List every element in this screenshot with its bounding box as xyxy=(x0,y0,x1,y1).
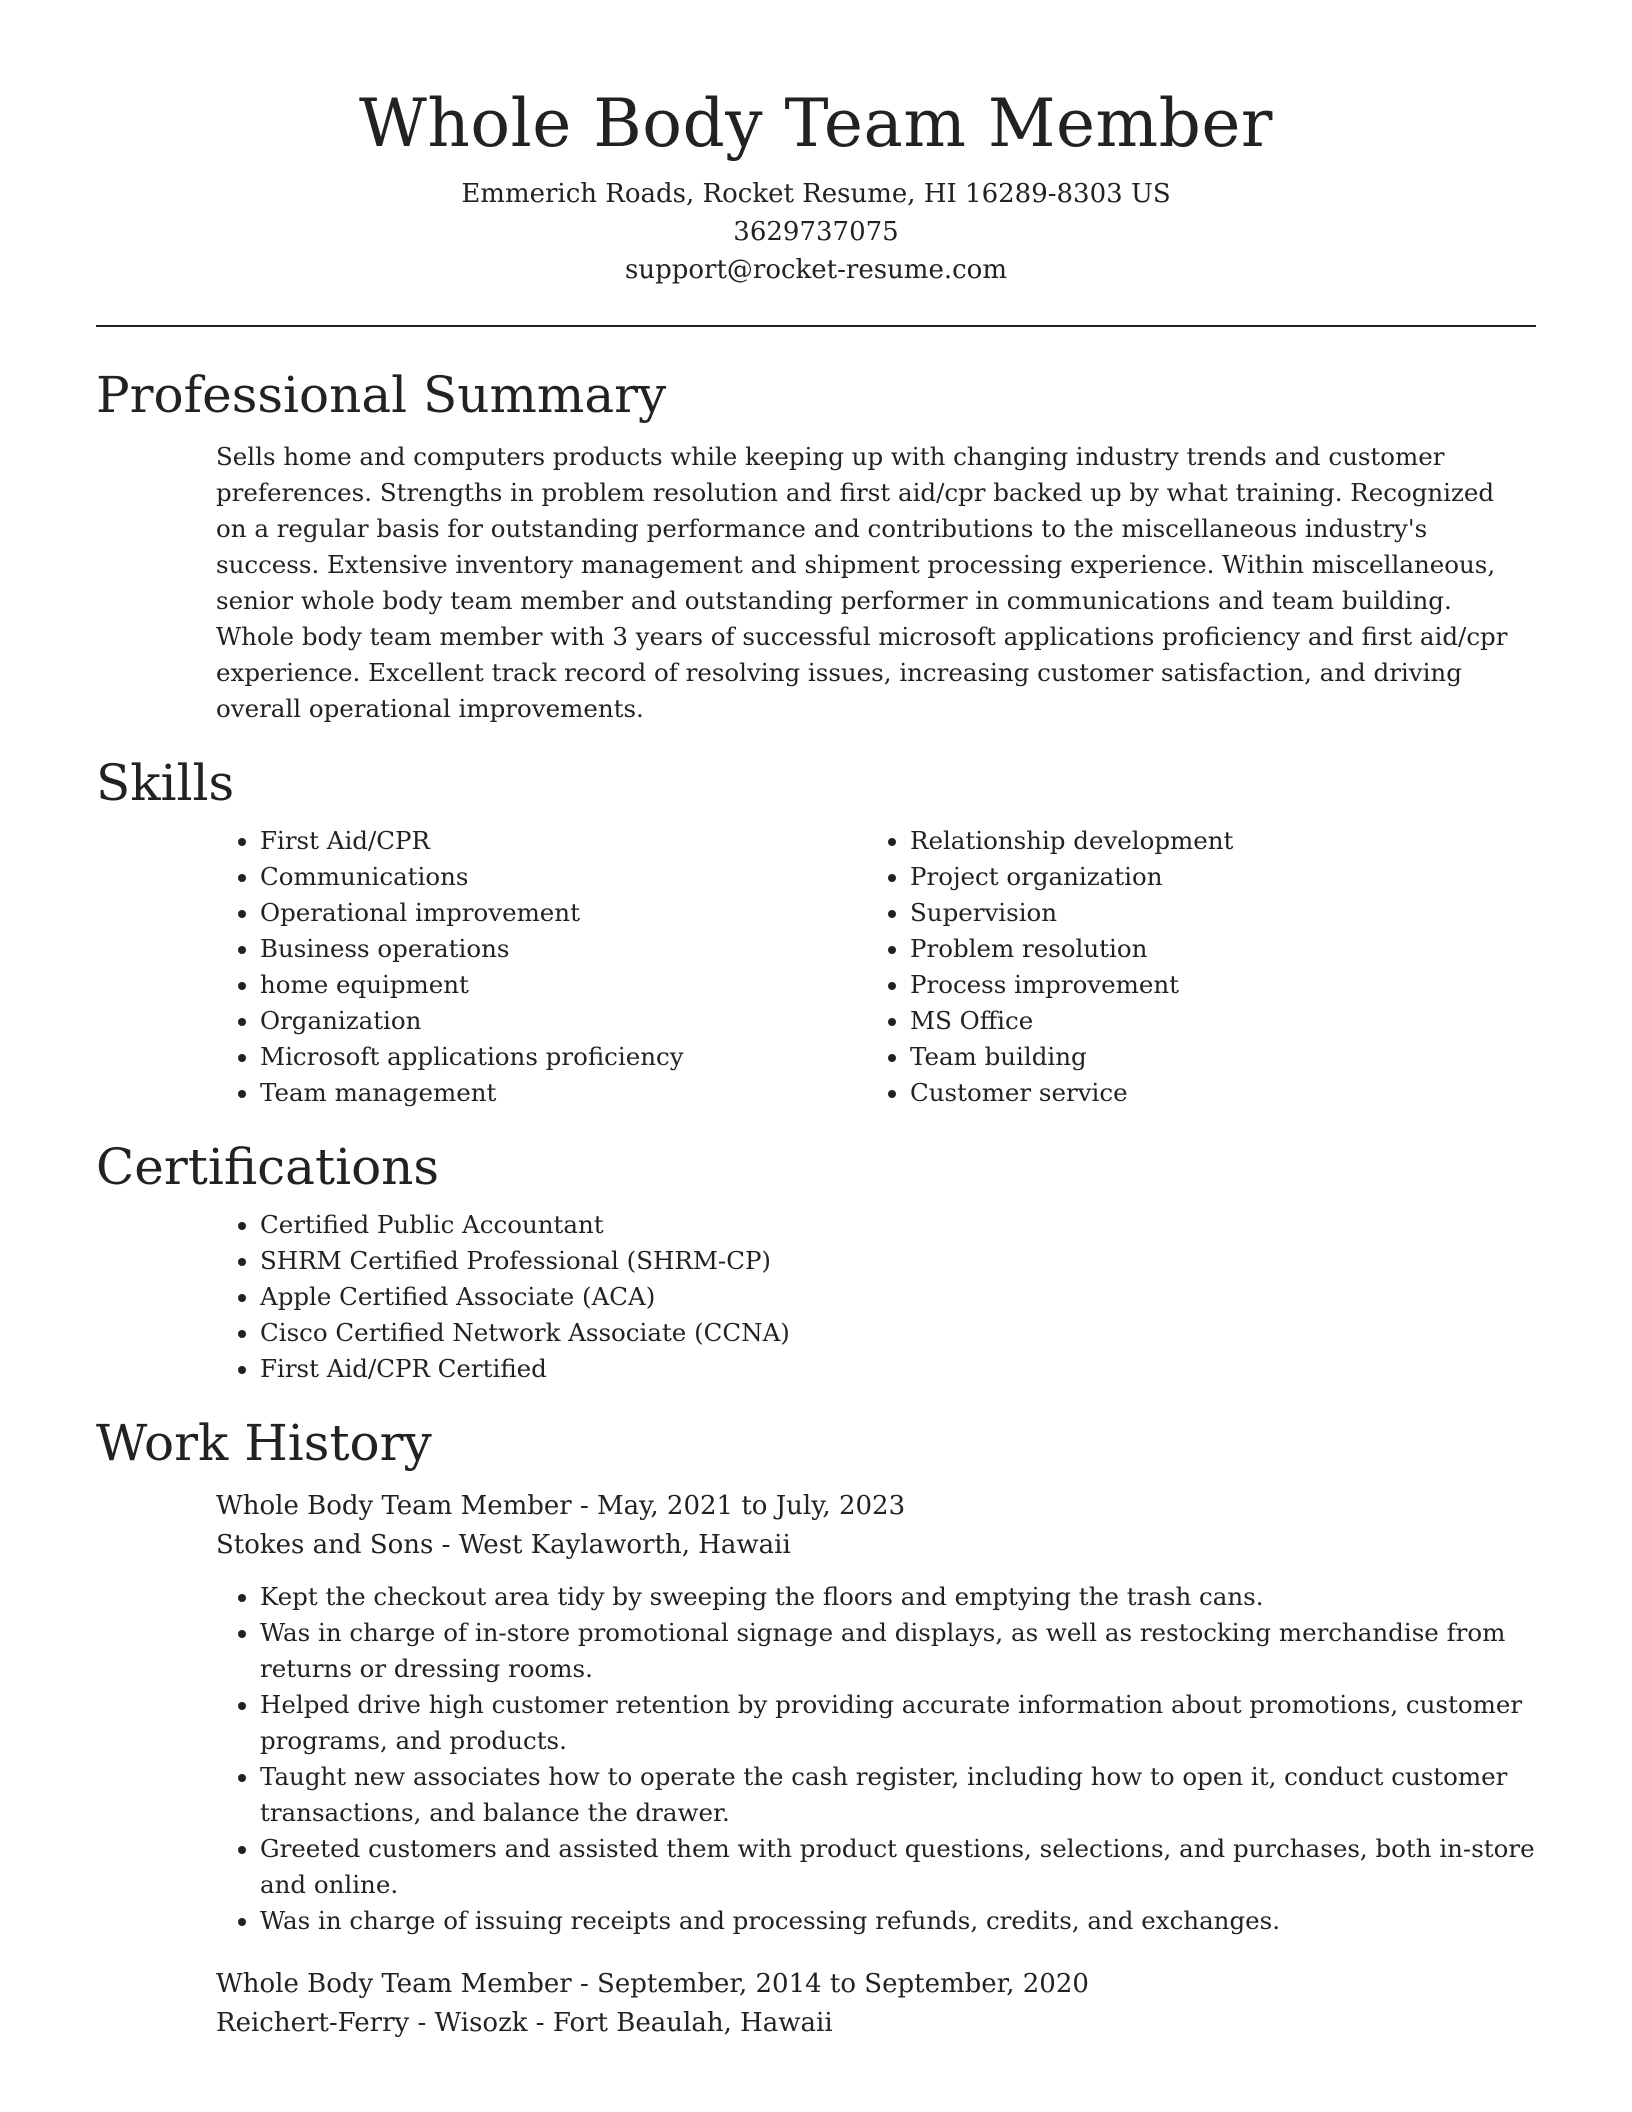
job-entry xyxy=(216,1965,1536,2043)
skill-item: • Project organization xyxy=(910,859,1516,895)
job-duty: • Was in charge of issuing receipts and processing refunds, credits, and exchanges. xyxy=(260,1903,1550,1939)
certification-item: • Certified Public Accountant xyxy=(260,1207,1536,1243)
job-duty: • Helped drive high customer retention by providing accurate information about promotions, customer programs, and products. xyxy=(260,1687,1550,1759)
skills-column-left xyxy=(216,823,866,1111)
skill-item: • Organization xyxy=(260,1003,866,1039)
job-duty: • Greeted customers and assisted them with product questions, selections, and purchases, both in-store and online. xyxy=(260,1831,1550,1903)
job-dates: September, 2014 to September, 2020 xyxy=(597,1969,1089,2000)
job-dates: May, 2021 to July, 2023 xyxy=(597,1491,906,1522)
summary-section xyxy=(96,365,1536,727)
summary-heading: Professional Summary xyxy=(96,366,667,425)
skill-item: • Customer service xyxy=(910,1075,1516,1111)
skill-item: • Problem resolution xyxy=(910,931,1516,967)
skills-section xyxy=(96,753,1536,1111)
job-company-line: Reichert-Ferry - Wisozk - Fort Beaulah, Hawaii xyxy=(216,2008,833,2039)
header-divider xyxy=(96,325,1536,327)
job-company: Stokes and Sons xyxy=(216,1530,434,1561)
job-company: Reichert-Ferry - Wisozk xyxy=(216,2008,528,2039)
candidate-name: Whole Body Team Member xyxy=(359,85,1273,162)
skill-item: • MS Office xyxy=(910,1003,1516,1039)
skill-item: • First Aid/CPR xyxy=(260,823,866,859)
job-title: Whole Body Team Member xyxy=(216,1969,572,2000)
job-entry xyxy=(216,1487,1536,1939)
work-history-heading: Work History xyxy=(96,1414,432,1473)
certifications-heading: Certifications xyxy=(96,1138,440,1197)
contact-block xyxy=(96,175,1536,289)
job-location: Fort Beaulah, Hawaii xyxy=(552,2008,833,2039)
resume-page xyxy=(96,0,1536,2043)
job-title: Whole Body Team Member xyxy=(216,1491,572,1522)
contact-phone: 3629737075 xyxy=(733,217,899,248)
skills-grid xyxy=(216,823,1536,1111)
skill-item: • Operational improvement xyxy=(260,895,866,931)
certification-item: • Cisco Certified Network Associate (CCNA) xyxy=(260,1315,1536,1351)
certification-item: • First Aid/CPR Certified xyxy=(260,1351,1536,1387)
skill-item: • Communications xyxy=(260,859,866,895)
contact-email: support@rocket-resume.com xyxy=(624,255,1007,286)
skills-heading: Skills xyxy=(96,754,235,813)
certifications-section xyxy=(96,1137,1536,1387)
certifications-list xyxy=(216,1207,1536,1387)
skill-item: • Team management xyxy=(260,1075,866,1111)
job-duties-list xyxy=(216,1579,1550,1939)
skill-item: • Supervision xyxy=(910,895,1516,931)
job-company-line: Stokes and Sons - West Kaylaworth, Hawaii xyxy=(216,1530,791,1561)
skill-item: • Business operations xyxy=(260,931,866,967)
certification-item: • Apple Certified Associate (ACA) xyxy=(260,1279,1536,1315)
job-duty: • Taught new associates how to operate the cash register, including how to open it, conduct customer transactions, and balance the drawer. xyxy=(260,1759,1550,1831)
skill-item: • home equipment xyxy=(260,967,866,1003)
job-duty: • Was in charge of in-store promotional signage and displays, as well as restocking merchandise from returns or dressing rooms. xyxy=(260,1615,1550,1687)
certification-item: • SHRM Certified Professional (SHRM-CP) xyxy=(260,1243,1536,1279)
job-duty: • Kept the checkout area tidy by sweeping the floors and emptying the trash cans. xyxy=(260,1579,1550,1615)
job-location: West Kaylaworth, Hawaii xyxy=(458,1530,791,1561)
job-title-line: Whole Body Team Member - May, 2021 to July, 2023 xyxy=(216,1491,906,1522)
skills-column-right xyxy=(866,823,1516,1111)
job-title-line: Whole Body Team Member - September, 2014 to September, 2020 xyxy=(216,1969,1089,2000)
skill-item: • Microsoft applications proficiency xyxy=(260,1039,866,1075)
summary-text: Sells home and computers products while keeping up with changing industry trends and customer preferences. Strengths in problem resolution and first aid/cpr backed up by what training. Recognized on a regular basis for outstanding performance and contributions to the miscellaneous industry's success. Extensive inventory management and shipment processing experience. Within miscellaneous, senior whole body team member and outstanding performer in communications and team building. Whole body team member with 3 years of successful microsoft applications proficiency and first aid/cpr experience. Excellent track record of resolving issues, increasing customer satisfaction, and driving overall operational improvements. xyxy=(216,442,1508,724)
work-history-section xyxy=(96,1413,1536,2043)
resume-header xyxy=(96,0,1536,289)
contact-address: Emmerich Roads, Rocket Resume, HI 16289-8303 US xyxy=(461,179,1171,210)
skill-item: • Relationship development xyxy=(910,823,1516,859)
skill-item: • Team building xyxy=(910,1039,1516,1075)
skill-item: • Process improvement xyxy=(910,967,1516,1003)
